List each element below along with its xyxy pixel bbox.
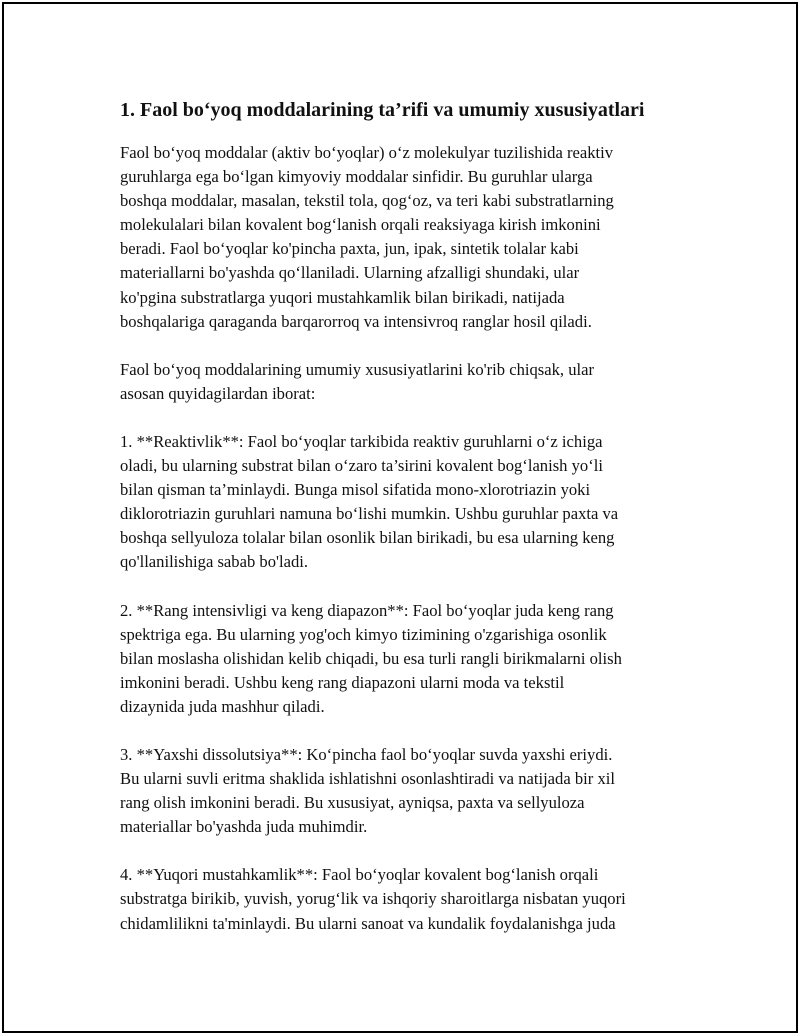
text-line: dizaynida juda mashhur qiladi. bbox=[120, 696, 325, 716]
text-line: boshqalariga qaraganda barqarorroq va intensivroq ranglar hosil qiladi. bbox=[120, 311, 592, 331]
section-heading: 1. Faol bo‘yoq moddalarining ta’rifi va umumiy xususiyatlari bbox=[120, 99, 645, 121]
body-paragraph bbox=[120, 358, 700, 406]
text-line: boshqa sellyuloza tolalar bilan osonlik bilan birikadi, bu esa ularning keng bbox=[120, 528, 615, 548]
text-line: Faol bo‘yoq moddalar (aktiv bo‘yoqlar) o‘z molekulyar tuzilishida reaktiv bbox=[120, 143, 614, 162]
text-line: bilan qisman ta’minlaydi. Bunga misol sifatida mono-xlorotriazin yoki bbox=[120, 480, 591, 500]
body-paragraph bbox=[120, 430, 700, 575]
text-line: beradi. Faol bo‘yoqlar ko'pincha paxta, jun, ipak, sintetik tolalar kabi bbox=[120, 239, 579, 259]
text-line: rang olish imkonini beradi. Bu xususiyat, ayniqsa, paxta va sellyuloza bbox=[120, 793, 585, 813]
text-line: 3. **Yaxshi dissolutsiya**: Ko‘pincha faol bo‘yoqlar suvda yaxshi eriydi. bbox=[120, 744, 613, 764]
paragraph-list bbox=[120, 141, 700, 936]
text-line: substratga birikib, yuvish, yorug‘lik va ishqoriy sharoitlarga nisbatan yuqori bbox=[120, 889, 626, 909]
text-line: guruhlarga ega bo‘lgan kimyoviy moddalar sinfidir. Bu guruhlar ularga bbox=[120, 167, 593, 187]
text-line: Bu ularni suvli eritma shaklida ishlatishni osonlashtiradi va natijada bir xil bbox=[120, 769, 615, 789]
text-line: chidamlilikni ta'minlaydi. Bu ularni sanoat va kundalik foydalanishga juda bbox=[120, 913, 616, 933]
text-line: imkonini beradi. Ushbu keng rang diapazoni ularni moda va tekstil bbox=[120, 672, 565, 692]
text-line: boshqa moddalar, masalan, tekstil tola, qog‘oz, va teri kabi substratlarning bbox=[120, 191, 614, 211]
text-line: oladi, bu ularning substrat bilan o‘zaro ta’sirini kovalent bog‘lanish yo‘li bbox=[120, 456, 603, 476]
text-line: materiallar bo'yashda juda muhimdir. bbox=[120, 817, 368, 837]
document-content bbox=[120, 96, 700, 960]
text-line: diklorotriazin guruhlari namuna bo‘lishi mumkin. Ushbu guruhlar paxta va bbox=[120, 504, 619, 524]
body-paragraph bbox=[120, 863, 700, 935]
text-line: spektriga ega. Bu ularning yog'och kimyo tizimining o'zgarishiga osonlik bbox=[120, 624, 607, 644]
text-line: asosan quyidagilardan iborat: bbox=[120, 383, 316, 403]
text-line: materiallarni bo'yashda qo‘llaniladi. Ularning afzalligi shundaki, ular bbox=[120, 263, 580, 283]
text-line: Faol bo‘yoq moddalarining umumiy xususiyatlarini ko'rib chiqsak, ular bbox=[120, 359, 594, 379]
document-page bbox=[2, 2, 798, 1033]
body-paragraph bbox=[120, 599, 700, 719]
text-line: 4. **Yuqori mustahkamlik**: Faol bo‘yoqlar kovalent bog‘lanish orqali bbox=[120, 865, 599, 885]
body-paragraph bbox=[120, 743, 700, 839]
text-line: 1. **Reaktivlik**: Faol bo‘yoqlar tarkibida reaktiv guruhlarni o‘z ichiga bbox=[120, 431, 603, 451]
text-line: molekulalari bilan kovalent bog‘lanish orqali reaksiyaga kirish imkonini bbox=[120, 215, 601, 235]
text-line: bilan moslasha olishidan kelib chiqadi, bu esa turli rangli birikmalarni olish bbox=[120, 648, 622, 668]
text-line: ko'pgina substratlarga yuqori mustahkamlik bilan birikadi, natijada bbox=[120, 287, 565, 307]
text-line: qo'llanilishiga sabab bo'ladi. bbox=[120, 552, 309, 572]
body-paragraph bbox=[120, 141, 700, 334]
text-line: 2. **Rang intensivligi va keng diapazon**: Faol bo‘yoqlar juda keng rang bbox=[120, 600, 614, 620]
